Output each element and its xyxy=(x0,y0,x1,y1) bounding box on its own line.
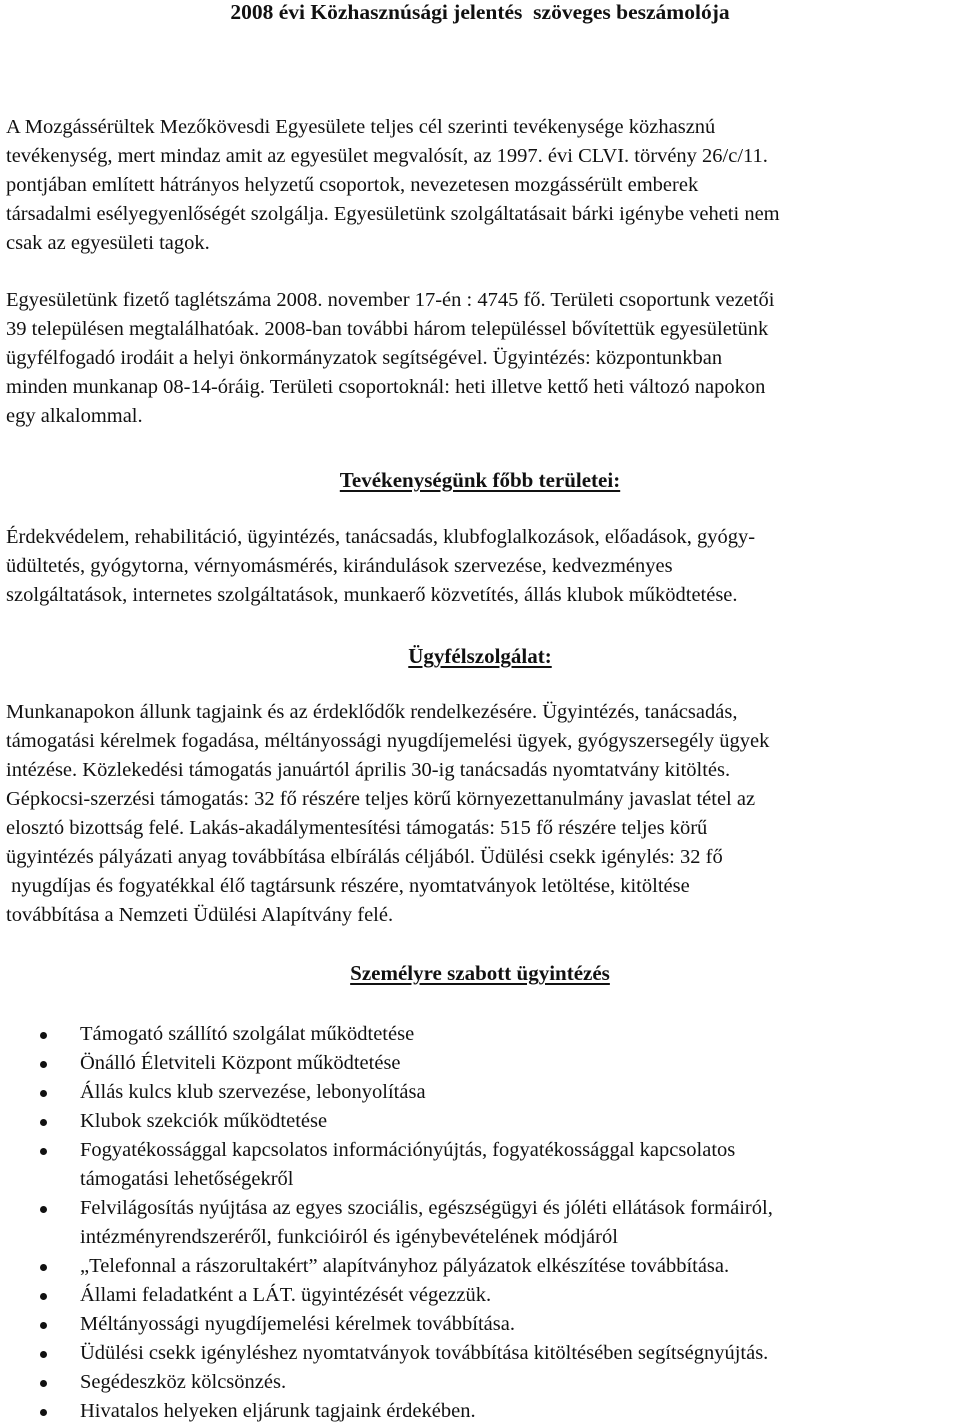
personal-services-list xyxy=(0,1020,960,1426)
list-item xyxy=(0,1078,960,1107)
paragraph-line: szolgáltatások, internetes szolgáltatások, munkaerő közvetítés, állás klubok működtetése. xyxy=(6,584,738,606)
list-item-text: „Telefonnal a rászorultakért” alapítványhoz pályázatok elkészítése továbbítása. xyxy=(80,1255,730,1277)
list-item-text: Segédeszköz kölcsönzés. xyxy=(80,1371,287,1393)
list-item xyxy=(0,1020,960,1049)
paragraph-line: A Mozgássérültek Mezőkövesdi Egyesülete teljes cél szerinti tevékenysége közhasznú xyxy=(6,116,716,138)
paragraph-line: támogatási kérelmek fogadása, méltányossági nyugdíjemelési ügyek, gyógyszersegély ügyek xyxy=(6,730,770,752)
paragraph-line: ügyfélfogadó irodáit a helyi önkormányzatok segítségével. Ügyintézés: központunkban xyxy=(6,347,723,369)
list-item-text: intézményrendszeréről, funkcióiról és igénybevételének módjáról xyxy=(80,1226,618,1248)
list-item xyxy=(0,1310,960,1339)
list-item-text: Fogyatékossággal kapcsolatos információnyújtás, fogyatékossággal kapcsolatos xyxy=(80,1139,736,1161)
service-heading: Ügyfélszolgálat: xyxy=(408,644,552,668)
list-item-text: Állás kulcs klub szervezése, lebonyolítása xyxy=(80,1081,426,1103)
paragraph-line: pontjában említett hátrányos helyzetű csoportok, nevezetesen mozgássérült emberek xyxy=(6,174,699,196)
activities-paragraph xyxy=(6,523,956,610)
paragraph-line: társadalmi esélyegyenlőségét szolgálja. Egyesületünk szolgáltatásait bárki igénybe veheti nem xyxy=(6,203,780,225)
bullet-icon xyxy=(40,1032,47,1039)
paragraph-line: tevékenység, mert mindaz amit az egyesület megvalósít, az 1997. évi CLVI. törvény 26/c/11. xyxy=(6,145,768,167)
bullet-icon xyxy=(40,1061,47,1068)
bullet-icon xyxy=(40,1351,47,1358)
personal-heading: Személyre szabott ügyintézés xyxy=(350,961,610,985)
list-item xyxy=(0,1252,960,1281)
bullet-icon xyxy=(40,1322,47,1329)
list-item xyxy=(0,1194,960,1252)
paragraph-line: egy alkalommal. xyxy=(6,405,143,427)
paragraph-line: Munkanapokon állunk tagjaink és az érdeklődők rendelkezésére. Ügyintézés, tanácsadás, xyxy=(6,701,738,723)
paragraph-line: Egyesületünk fizető taglétszáma 2008. november 17-én : 4745 fő. Területi csoportunk vezetői xyxy=(6,289,775,311)
document-title: 2008 évi Közhasznúsági jelentés szöveges beszámolója xyxy=(230,0,730,24)
list-item-text: Felvilágosítás nyújtása az egyes szociális, egészségügyi és jóléti ellátások formáiról, xyxy=(80,1197,773,1219)
paragraph-line: ügyintézés pályázati anyag továbbítása elbírálás céljából. Üdülési csekk igénylés: 32 fő xyxy=(6,846,723,868)
list-item-text: Önálló Életviteli Központ működtetése xyxy=(80,1052,401,1074)
paragraph-line: Gépkocsi-szerzési támogatás: 32 fő részére teljes körű környezettanulmány javaslat tétel az xyxy=(6,788,756,810)
bullet-icon xyxy=(40,1409,47,1416)
list-item-text: Üdülési csekk igényléshez nyomtatványok továbbítása kitöltésében segítségnyújtás. xyxy=(80,1342,769,1364)
bullet-icon xyxy=(40,1206,47,1213)
paragraph-line: Érdekvédelem, rehabilitáció, ügyintézés, tanácsadás, klubfoglalkozások, előadások, gyógy- xyxy=(6,526,756,548)
list-item xyxy=(0,1107,960,1136)
paragraph-line: nyugdíjas és fogyatékkal élő tagtársunk részére, nyomtatványok letöltése, kitöltése xyxy=(6,875,690,897)
bullet-icon xyxy=(40,1119,47,1126)
bullet-icon xyxy=(40,1264,47,1271)
list-item-text: támogatási lehetőségekről xyxy=(80,1168,294,1190)
intro-paragraph xyxy=(6,113,956,258)
members-paragraph xyxy=(6,286,956,431)
list-item-text: Méltányossági nyugdíjemelési kérelmek továbbítása. xyxy=(80,1313,515,1335)
bullet-icon xyxy=(40,1090,47,1097)
list-item-text: Klubok szekciók működtetése xyxy=(80,1110,328,1132)
paragraph-line: intézése. Közlekedési támogatás januártól április 30-ig tanácsadás nyomtatvány kitöltés. xyxy=(6,759,731,781)
list-item-text: Állami feladatként a LÁT. ügyintézését végezzük. xyxy=(80,1284,492,1306)
activities-heading: Tevékenységünk főbb területei: xyxy=(339,468,621,492)
paragraph-line: üdültetés, gyógytorna, vérnyomásmérés, kirándulások szervezése, kedvezményes xyxy=(6,555,673,577)
list-item xyxy=(0,1136,960,1194)
list-item-text: Támogató szállító szolgálat működtetése xyxy=(80,1023,415,1045)
list-item xyxy=(0,1397,960,1426)
paragraph-line: 39 településen megtalálhatóak. 2008-ban további három településsel bővítettük egyesületünk xyxy=(6,318,769,340)
list-item-text: Hivatalos helyeken eljárunk tagjaink érdekében. xyxy=(80,1400,476,1422)
service-paragraph xyxy=(6,698,956,930)
paragraph-line: elosztó bizottság felé. Lakás-akadálymentesítési támogatás: 515 fő részére teljes körű xyxy=(6,817,708,839)
bullet-icon xyxy=(40,1148,47,1155)
paragraph-line: továbbítása a Nemzeti Üdülési Alapítvány felé. xyxy=(6,904,394,926)
paragraph-line: csak az egyesületi tagok. xyxy=(6,232,210,254)
bullet-icon xyxy=(40,1380,47,1387)
list-item xyxy=(0,1339,960,1368)
bullet-icon xyxy=(40,1293,47,1300)
list-item xyxy=(0,1281,960,1310)
list-item xyxy=(0,1049,960,1078)
list-item xyxy=(0,1368,960,1397)
paragraph-line: minden munkanap 08-14-óráig. Területi csoportoknál: heti illetve kettő heti változó napokon xyxy=(6,376,766,398)
